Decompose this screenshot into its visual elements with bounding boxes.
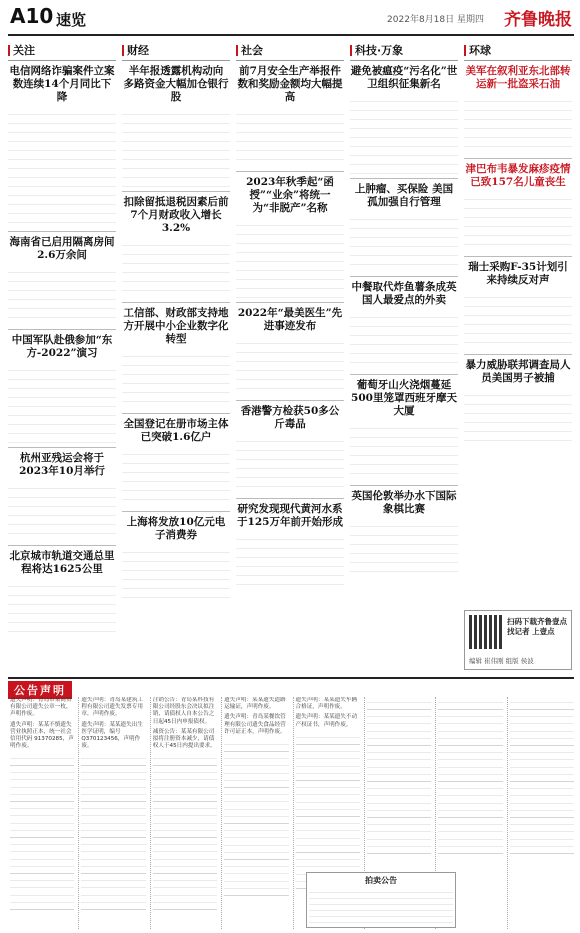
notice-column	[221, 697, 288, 929]
article-divider	[236, 400, 344, 401]
article-divider	[350, 485, 458, 486]
article-headline[interactable]: 避免被瘟疫“污名化”世卫组织征集新名	[350, 65, 458, 90]
article-headline[interactable]: 葡萄牙山火浇烟蔓延500里笼罩西班牙摩天大厦	[351, 379, 457, 417]
article-body-text	[350, 94, 458, 174]
article-divider	[350, 276, 458, 277]
column-header	[464, 42, 572, 61]
qr-line-2: 找记者 上壹点	[507, 627, 555, 636]
column-header	[122, 42, 230, 61]
article-headline[interactable]: 2022年“最美医生”先进事迹发布	[237, 307, 343, 332]
notice-item: 遗失声明：某某不慎遗失营业执照正本，统一社会信用代码 91370285，声明作废。	[10, 721, 74, 750]
article-headline[interactable]: 暴力威胁联邦调查局人员美国男子被捕	[465, 359, 571, 384]
article-divider	[464, 158, 572, 159]
notice-column	[507, 697, 574, 929]
article-headline[interactable]: 上肿瘤、买保险 美国孤加强自行管理	[354, 183, 454, 208]
notice-fine-print	[81, 753, 145, 913]
article-body-text	[8, 363, 116, 443]
newspaper-logo: 齐鲁晚报	[504, 10, 572, 30]
qr-promo	[464, 610, 572, 670]
auction-notice	[306, 872, 456, 928]
article-headline[interactable]: 瑞士采购F-35计划引来持续反对声	[468, 261, 568, 286]
article-headline[interactable]: 津巴布韦暴发麻疹疫情已致157名儿童丧生	[465, 163, 571, 188]
article-headline[interactable]: 扣除留抵退税因素后前7个月财政收入增长3.2%	[123, 196, 229, 234]
section-marker-icon	[236, 45, 238, 56]
column-header	[8, 42, 116, 61]
notice-item: 减资公告：某某有限公司拟将注册资本减少，请债权人于45日内提出要求。	[152, 728, 216, 750]
article-body-text	[236, 532, 344, 592]
column-3	[236, 42, 344, 672]
issue-date: 2022年8月18日 星期四	[387, 15, 484, 25]
notice-fine-print	[10, 753, 74, 913]
article-headline[interactable]: 海南省已启用隔离房间2.6万余间	[9, 236, 115, 261]
column-title: 环球	[469, 44, 491, 57]
notice-item: 遗失声明：某某遗失道路运输证，声明作废。	[224, 697, 286, 711]
notice-fine-print	[153, 753, 217, 913]
column-4	[350, 42, 458, 672]
page-number: A10	[10, 4, 54, 28]
notice-fine-print	[510, 697, 574, 857]
article-divider	[8, 231, 116, 232]
notice-section-title: 公告声明	[8, 681, 72, 699]
notice-fine-print	[224, 739, 288, 899]
article-headline[interactable]: 英国伦敦举办水下国际象棋比赛	[351, 490, 457, 515]
qr-line-1: 扫码下载齐鲁壹点	[507, 617, 567, 626]
column-header	[350, 42, 458, 61]
article-body-text	[122, 238, 230, 298]
article-divider	[464, 256, 572, 257]
article-body-text	[464, 388, 572, 448]
article-headline[interactable]: 中国军队赴俄参加“东方-2022”演习	[11, 334, 113, 359]
article-headline[interactable]: 美军在叙利亚东北部转运新一批盗采石油	[465, 65, 571, 90]
article-headline[interactable]: 北京城市轨道交通总里程将达1625公里	[9, 550, 115, 575]
article-headline[interactable]: 研究发现现代黄河水系于125万年前开始形成	[237, 503, 343, 528]
qr-code-icon[interactable]	[469, 615, 503, 649]
article-body-text	[464, 192, 572, 252]
section-marker-icon	[350, 45, 352, 56]
auction-title: 拍卖公告	[365, 876, 397, 885]
article-headline[interactable]: 全国登记在册市场主体已突破1.6亿户	[123, 418, 229, 443]
notice-fine-print	[438, 697, 502, 857]
article-body-text	[236, 218, 344, 298]
notice-band	[8, 677, 574, 695]
notice-item: 遗失声明：某某遗失出生医学证明，编号 Q370123456，声明作废。	[81, 721, 143, 750]
article-divider	[464, 354, 572, 355]
article-divider	[122, 511, 230, 512]
section-marker-icon	[464, 45, 466, 56]
editor-credit: 编辑 崔伟刚 组版 侯波	[469, 657, 534, 665]
notice-item: 注销公告：青岛某科技有限公司经股东会决议拟注销，请债权人自本公告之日起45日内申报债权。	[152, 697, 215, 725]
notice-column	[150, 697, 217, 929]
article-headline[interactable]: 半年报透露机构动向 多路资金大幅加仓银行股	[123, 65, 229, 103]
article-body-text	[8, 579, 116, 639]
article-headline[interactable]: 上海将发放10亿元电子消费券	[126, 516, 226, 541]
article-divider	[236, 302, 344, 303]
notice-column	[78, 697, 145, 929]
article-divider	[236, 498, 344, 499]
article-body-text	[350, 519, 458, 579]
article-body-text	[464, 94, 572, 154]
article-body-text	[122, 107, 230, 187]
article-divider	[350, 178, 458, 179]
column-1	[8, 42, 116, 672]
article-body-text	[236, 336, 344, 396]
article-body-text	[122, 349, 230, 409]
notice-item: 遗失声明：青岛某建筑工程有限公司遗失发票专用章，声明作废。	[81, 697, 143, 718]
column-title: 科技·万象	[355, 44, 404, 57]
article-divider	[122, 302, 230, 303]
article-headline[interactable]: 工信部、财政部支持地方开展中小企业数字化转型	[123, 307, 229, 345]
notice-area	[8, 697, 574, 929]
notice-fine-print	[296, 732, 360, 892]
column-title: 社会	[241, 44, 263, 57]
article-divider	[350, 374, 458, 375]
article-divider	[122, 191, 230, 192]
article-body-text	[122, 447, 230, 507]
notice-item: 遗失声明：某某遗失不动产权证书，声明作废。	[295, 714, 358, 728]
article-divider	[236, 171, 344, 172]
article-body-text	[350, 310, 458, 370]
article-headline[interactable]: 前7月安全生产举报件数和奖励金额均大幅提高	[237, 65, 343, 103]
article-body-text	[464, 290, 572, 350]
auction-body	[309, 888, 453, 928]
article-divider	[8, 545, 116, 546]
section-marker-icon	[122, 45, 124, 56]
notice-item: 遗失声明：某某遗失车辆合格证，声明作废。	[295, 697, 358, 711]
section-title: 速览	[56, 11, 87, 29]
column-2	[122, 42, 230, 672]
article-headline[interactable]: 2023年秋季起“函授”“业余”将统一为“非脱产”名称	[246, 176, 334, 214]
column-5	[464, 42, 572, 672]
article-body-text	[236, 107, 344, 167]
column-title: 财经	[127, 44, 149, 57]
masthead	[8, 0, 574, 36]
article-divider	[8, 447, 116, 448]
notice-item: 遗失声明：青岛某餐饮管理有限公司遗失食品经营许可证正本，声明作废。	[224, 714, 286, 735]
section-marker-icon	[8, 45, 10, 56]
article-body-text	[236, 434, 344, 494]
article-body-text	[122, 545, 230, 605]
article-divider	[8, 329, 116, 330]
article-body-text	[350, 212, 458, 272]
notice-fine-print	[367, 697, 431, 857]
article-divider	[122, 413, 230, 414]
column-title: 关注	[13, 44, 35, 57]
article-headline[interactable]: 中餐取代炸鱼薯条成英国人最爱点的外卖	[351, 281, 457, 306]
article-body-text	[8, 107, 116, 227]
article-headline[interactable]: 杭州亚残运会将于2023年10月举行	[19, 452, 105, 477]
article-body-text	[8, 481, 116, 541]
article-body-text	[350, 421, 458, 481]
column-header	[236, 42, 344, 61]
article-body-text	[8, 265, 116, 325]
notice-item: 遗失声明：青岛市某商贸有限公司遗失公章一枚，声明作废。	[10, 697, 72, 718]
article-headline[interactable]: 香港警方检获50多公斤毒品	[240, 405, 340, 430]
article-headline[interactable]: 电信网络诈骗案件立案数连续14个月同比下降	[9, 65, 115, 103]
notice-column	[8, 697, 74, 929]
